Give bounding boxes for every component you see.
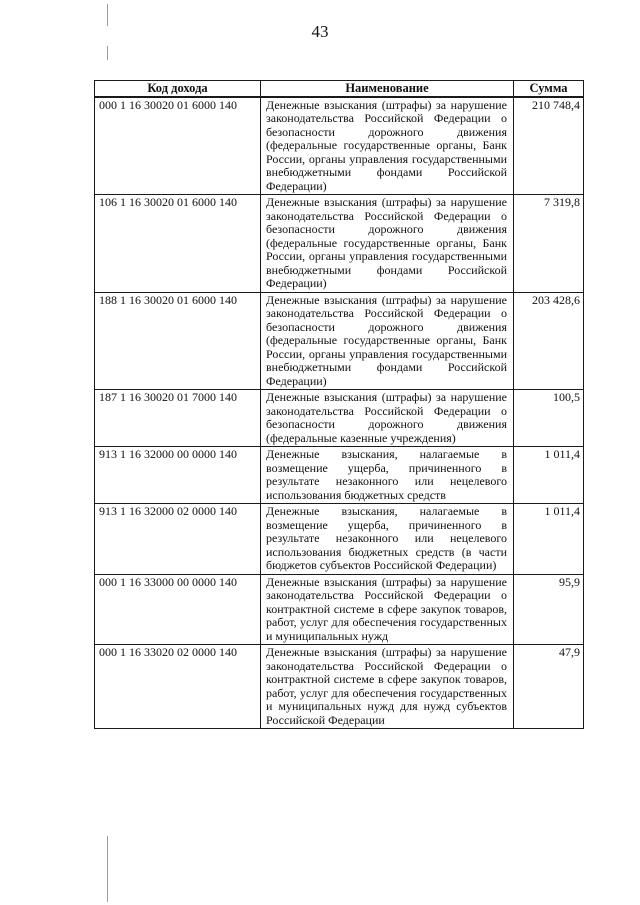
name-cell: Денежные взыскания (штрафы) за нарушение законодательства Российской Федерации о безопасности дорожного движения (федеральные государственные органы, Банк России, органы управления государственными внебюджетными фондами Российской Федерации) bbox=[261, 97, 514, 195]
revenue-table bbox=[94, 80, 584, 729]
table-header-row bbox=[95, 81, 584, 97]
header-sum: Сумма bbox=[514, 81, 584, 97]
sum-cell: 210 748,4 bbox=[514, 97, 584, 195]
income-code-cell: 106 1 16 30020 01 6000 140 bbox=[95, 195, 261, 293]
page-number: 43 bbox=[311, 22, 329, 41]
sum-cell: 7 319,8 bbox=[514, 195, 584, 293]
name-cell: Денежные взыскания (штрафы) за нарушение законодательства Российской Федерации о безопасности дорожного движения (федеральные государственные органы, Банк России, органы управления государственными внебюджетными фондами Российской Федерации) bbox=[261, 195, 514, 293]
name-cell: Денежные взыскания, налагаемые в возмещение ущерба, причиненного в результате незаконного или нецелевого использования бюджетных средств bbox=[261, 447, 514, 504]
header-income-code: Код дохода bbox=[95, 81, 261, 97]
sum-cell: 1 011,4 bbox=[514, 504, 584, 575]
name-cell: Денежные взыскания (штрафы) за нарушение законодательства Российской Федерации о контрактной системе в сфере закупок товаров, работ, услуг для обеспечения государственных и муниципальных нужд для нужд субъектов Российской Федерации bbox=[261, 645, 514, 729]
income-code-cell: 188 1 16 30020 01 6000 140 bbox=[95, 292, 261, 390]
name-cell: Денежные взыскания (штрафы) за нарушение законодательства Российской Федерации о безопасности дорожного движения (федеральные государственные органы, Банк России, органы управления государственными внебюджетными фондами Российской Федерации) bbox=[261, 292, 514, 390]
scan-edge-mark bbox=[107, 836, 108, 902]
income-code-cell: 187 1 16 30020 01 7000 140 bbox=[95, 390, 261, 447]
name-cell: Денежные взыскания (штрафы) за нарушение законодательства Российской Федерации о безопасности дорожного движения (федеральные казенные учреждения) bbox=[261, 390, 514, 447]
table-row bbox=[95, 195, 584, 293]
income-code-cell: 913 1 16 32000 00 0000 140 bbox=[95, 447, 261, 504]
table-row bbox=[95, 97, 584, 195]
scan-edge-mark bbox=[107, 46, 108, 60]
sum-cell: 47,9 bbox=[514, 645, 584, 729]
income-code-cell: 000 1 16 33000 00 0000 140 bbox=[95, 574, 261, 645]
table-row bbox=[95, 504, 584, 575]
sum-cell: 100,5 bbox=[514, 390, 584, 447]
sum-cell: 1 011,4 bbox=[514, 447, 584, 504]
table-row bbox=[95, 390, 584, 447]
table-row bbox=[95, 645, 584, 729]
income-code-cell: 000 1 16 33020 02 0000 140 bbox=[95, 645, 261, 729]
table-row bbox=[95, 574, 584, 645]
sum-cell: 95,9 bbox=[514, 574, 584, 645]
name-cell: Денежные взыскания (штрафы) за нарушение законодательства Российской Федерации о контрактной системе в сфере закупок товаров, работ, услуг для обеспечения государственных и муниципальных нужд bbox=[261, 574, 514, 645]
header-name: Наименование bbox=[261, 81, 514, 97]
name-cell: Денежные взыскания, налагаемые в возмещение ущерба, причиненного в результате незаконного или нецелевого использования бюджетных средств (в части бюджетов субъектов Российской Федерации) bbox=[261, 504, 514, 575]
table-row bbox=[95, 447, 584, 504]
income-code-cell: 000 1 16 30020 01 6000 140 bbox=[95, 97, 261, 195]
table-row bbox=[95, 292, 584, 390]
income-code-cell: 913 1 16 32000 02 0000 140 bbox=[95, 504, 261, 575]
sum-cell: 203 428,6 bbox=[514, 292, 584, 390]
